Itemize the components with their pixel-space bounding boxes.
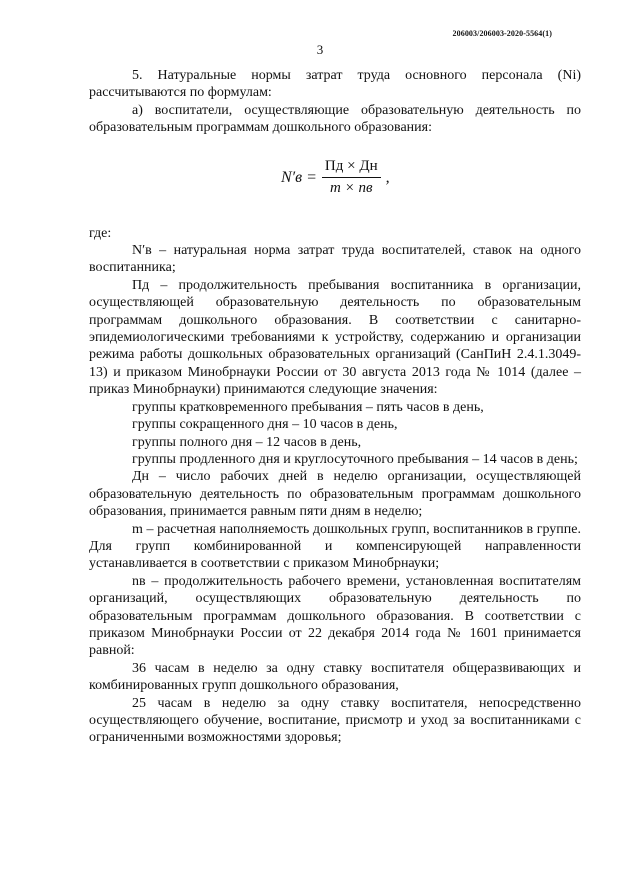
group-list	[89, 399, 581, 469]
hours-25: 25 часам в неделю за одну ставку воспитателя, непосредственно осуществляющего обучение, воспитание, присмотр и уход за воспитанниками с ограниченными возможностями здоровья;	[89, 695, 581, 746]
list-item: группы продленного дня и круглосуточного пребывания – 14 часов в день;	[132, 451, 578, 467]
definition-nv: N′в – натуральная норма затрат труда воспитателей, ставок на одного воспитанника;	[89, 243, 581, 276]
list-item: группы сокращенного дня – 10 часов в день,	[132, 417, 398, 433]
paragraph-a: а) воспитатели, осуществляющие образовательную деятельность по образовательным программам дошкольного образования:	[89, 102, 581, 136]
formula-denominator: m × nв	[330, 180, 373, 197]
document-id: 206003/206003-2020-5564(1)	[452, 29, 552, 38]
formula-fraction	[322, 158, 381, 198]
formula	[281, 158, 390, 198]
formula-lhs: N′в =	[281, 168, 317, 186]
definition-pd: Пд – продолжительность пребывания воспитанника в организации, осуществляющей образовательную деятельность по образовательным программам дошкольного образования. В соответствии с санитарно-эпидемиологическими требованиями к устройству, содержанию и организации режима работы дошкольных образовательных организаций (СанПиН 2.4.1.3049-13) и приказом Минобрнауки России от 30 августа 2013 года № 1014 (далее – приказ Минобрнауки) принимаются следующие значения:	[89, 277, 581, 398]
definition-dn: Дн – число рабочих дней в неделю организации, осуществляющей образовательную деятельность по образовательным программам дошкольного образования, принимается равным пяти дням в неделю;	[89, 469, 581, 520]
list-item: группы кратковременного пребывания – пять часов в день,	[132, 399, 484, 415]
list-item: группы полного дня – 12 часов в день,	[132, 434, 362, 450]
document-body	[89, 67, 581, 747]
formula-tail: ,	[385, 168, 390, 186]
where-label: где:	[89, 225, 112, 241]
formula-block	[89, 137, 581, 225]
page-number: 3	[316, 42, 324, 57]
definition-n: nв – продолжительность рабочего времени, установленная воспитателям организаций, осуществляющих образовательную деятельность по образовательным программам дошкольного образования. В соответствии с приказом Минобрнауки России от 22 декабря 2014 года № 1601 принимается равной:	[89, 573, 581, 659]
definition-m: m – расчетная наполняемость дошкольных групп, воспитанников в группе. Для групп комбинированной и компенсирующей направленности устанавливается в соответствии с приказом Минобрнауки;	[89, 521, 581, 572]
paragraph-5: 5. Натуральные нормы затрат труда основного персонала (Ni) рассчитываются по формулам:	[89, 68, 581, 101]
hours-36: 36 часам в неделю за одну ставку воспитателя общеразвивающих и комбинированных групп дошкольного образования,	[89, 660, 581, 694]
formula-numerator: Пд × Дн	[322, 158, 381, 178]
